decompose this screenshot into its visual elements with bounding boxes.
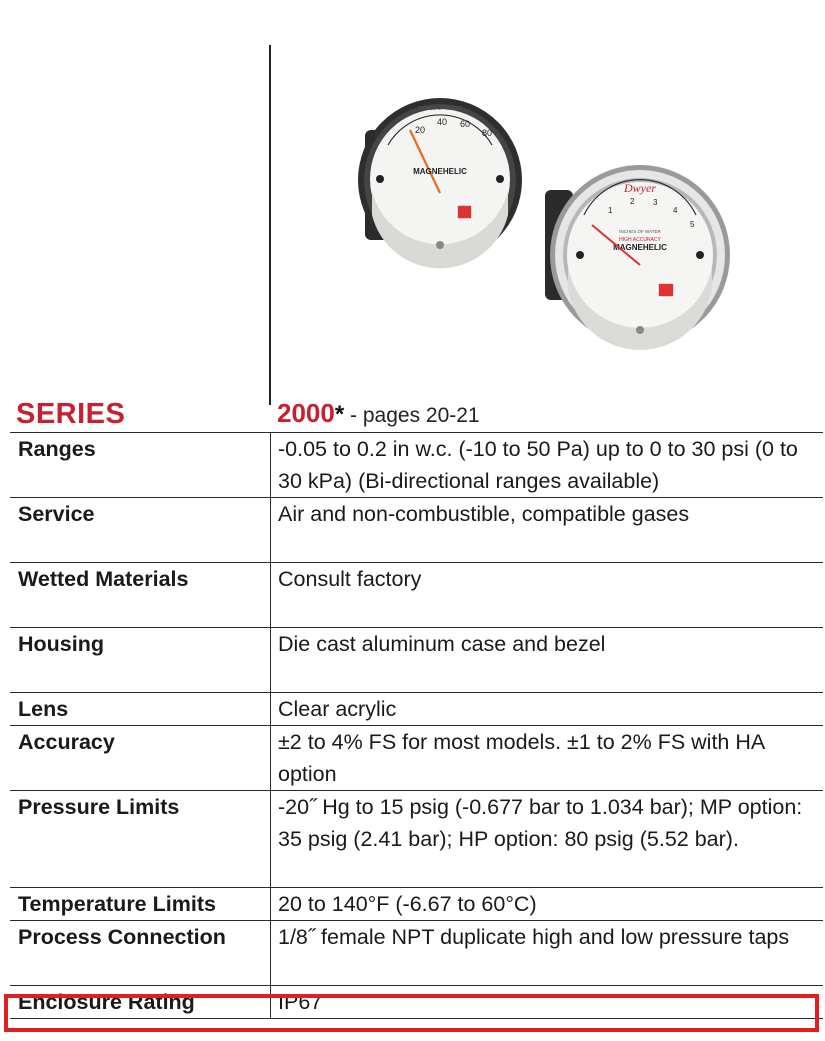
- spec-table: [10, 432, 823, 1019]
- table-row: [10, 921, 823, 986]
- spec-value: IP67: [271, 986, 824, 1019]
- gauge-right-tick: 4: [673, 206, 678, 215]
- spec-value: Clear acrylic: [271, 693, 824, 726]
- spec-label: Wetted Materials: [10, 563, 271, 628]
- spec-label: Ranges: [10, 433, 271, 498]
- gauge-right-logo: Dwyer: [624, 181, 656, 195]
- gauge-right-tick: 2: [630, 197, 635, 206]
- table-row: [10, 791, 823, 888]
- spec-value: -0.05 to 0.2 in w.c. (-10 to 50 Pa) up to 0 to 30 psi (0 to 30 kPa) (Bi-directional ranges available): [271, 433, 824, 498]
- table-row: [10, 563, 823, 628]
- gauge-right-brand: MAGNEHELIC: [613, 243, 667, 252]
- spec-label: Service: [10, 498, 271, 563]
- spec-value: -20˝ Hg to 15 psig (-0.677 bar to 1.034 bar); MP option: 35 psig (2.41 bar); HP option: 80 psig (5.52 bar).: [271, 791, 824, 888]
- table-row: [10, 726, 823, 791]
- table-row: [10, 628, 823, 693]
- gauge-right-subtitle: HIGH ACCURACY: [619, 237, 661, 243]
- gauge-left-tick: 20: [415, 125, 426, 135]
- table-row: [10, 888, 823, 921]
- gauge-right-tick: 1: [608, 206, 613, 215]
- table-row-enclosure: [10, 986, 823, 1019]
- gauge-right-tick: 5: [690, 220, 695, 229]
- series-heading: [0, 398, 825, 432]
- gauge-left-brand: MAGNEHELIC: [413, 167, 467, 176]
- spec-label: Process Connection: [10, 921, 271, 986]
- gauge-left-scale-title: INCHES OF WATER: [416, 106, 464, 112]
- gauge-right: [545, 165, 730, 350]
- table-row: [10, 693, 823, 726]
- gauge-right-tick: 3: [653, 198, 658, 207]
- spec-value: 1/8˝ female NPT duplicate high and low pressure taps: [271, 921, 824, 986]
- spec-value: Air and non-combustible, compatible gases: [271, 498, 824, 563]
- gauge-left-tick: 40: [437, 117, 448, 127]
- gauge-left-tick: 60: [460, 119, 471, 129]
- series-asterisk: *: [334, 401, 345, 428]
- spec-value: ±2 to 4% FS for most models. ±1 to 2% FS with HA option: [271, 726, 824, 791]
- spec-value: Die cast aluminum case and bezel: [271, 628, 824, 693]
- table-row: [10, 433, 823, 498]
- table-row: [10, 498, 823, 563]
- series-number: 2000: [277, 398, 335, 428]
- gauge-right-scale-title: INCHES OF WATER: [619, 229, 661, 234]
- spec-label: Housing: [10, 628, 271, 693]
- series-pages: - pages 20-21: [344, 404, 480, 427]
- gauge-left: [358, 98, 522, 268]
- column-divider: [269, 45, 271, 405]
- spec-label: Enclosure Rating: [10, 986, 271, 1019]
- spec-label: Pressure Limits: [10, 791, 271, 888]
- spec-label: Accuracy: [10, 726, 271, 791]
- spec-label: Lens: [10, 693, 271, 726]
- spec-value: Consult factory: [271, 563, 824, 628]
- series-title: [277, 398, 480, 429]
- series-label: SERIES: [16, 398, 126, 430]
- gauge-left-tick: 80: [482, 128, 493, 138]
- spec-value: 20 to 140°F (-6.67 to 60°C): [271, 888, 824, 921]
- product-image: [340, 75, 740, 365]
- spec-label: Temperature Limits: [10, 888, 271, 921]
